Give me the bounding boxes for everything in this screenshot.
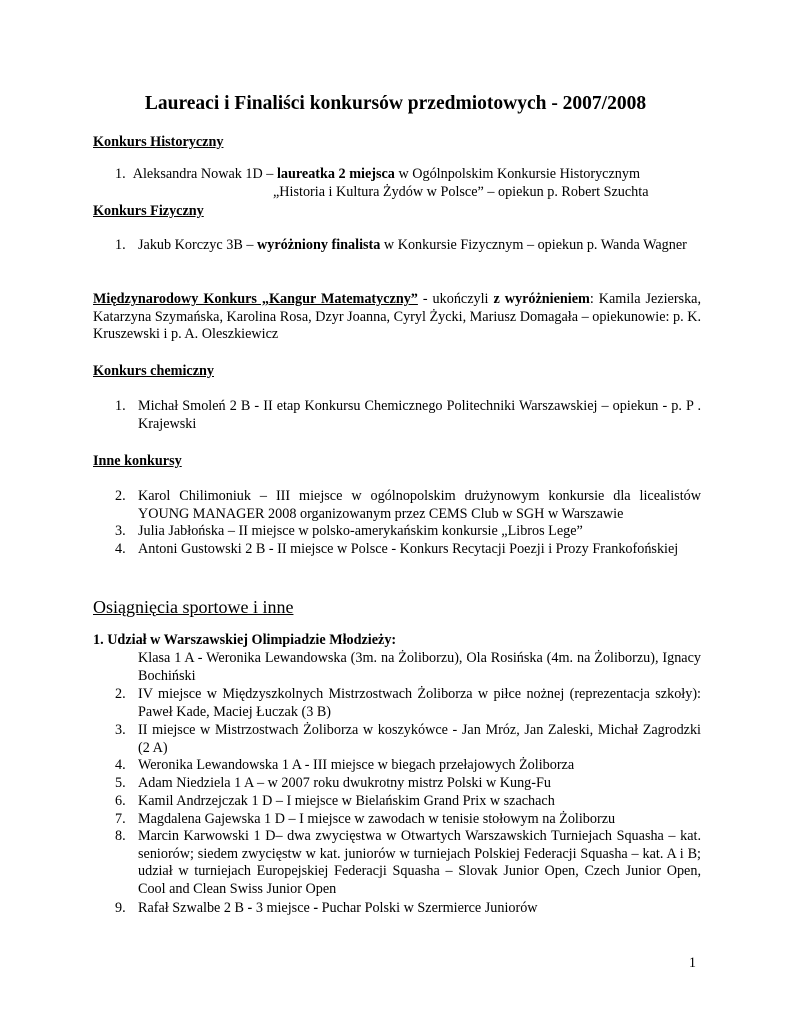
list-item	[115, 757, 701, 775]
paragraph-text: - ukończyli	[417, 291, 494, 307]
item-text-part: Rafał Szwalbe 2 B	[138, 900, 248, 916]
list-number: 6.	[115, 793, 126, 809]
list-number: 1.	[115, 166, 126, 182]
dash: -	[247, 900, 253, 916]
item-text: Karol Chilimoniuk – III miejsce w ogólnopolskim drużynowym konkursie dla licealistów YOUNG MANAGER 2008 organizowanym przez CEMS Club w SGH w Warszawie	[138, 488, 701, 522]
list-item	[115, 900, 701, 918]
list-number: 2.	[115, 488, 126, 504]
list-item	[115, 793, 701, 811]
list-number: 2.	[115, 686, 126, 702]
item-text-part: Jakub Korczyc 3B –	[138, 237, 257, 253]
item-text-part: Puchar Polski w Szermierce Juniorów	[318, 900, 538, 916]
section-heading-kangur: Międzynarodowy Konkurs „Kangur Matematyczny”	[93, 291, 418, 307]
list-item	[115, 523, 701, 541]
list-item	[115, 811, 701, 829]
list-number: 3.	[115, 523, 126, 539]
award-text: laureatka 2 miejsca	[276, 166, 395, 182]
item-text: Magdalena Gajewska 1 D – I miejsce w zawodach w tenisie stołowym na Żoliborzu	[138, 811, 616, 827]
award-text: wyróżniony finalista	[257, 237, 381, 253]
list-number: 5.	[115, 775, 126, 791]
fizyczny-item	[115, 237, 701, 255]
item-text: IV miejsce w Międzyszkolnych Mistrzostwach Żoliborza w piłce nożnej (reprezentacja szkoły): Paweł Kade, Maciej Łuczak (3 B)	[138, 686, 701, 720]
item-text-part: 3 miejsce	[252, 900, 314, 916]
item-text	[138, 237, 701, 255]
item-text	[138, 900, 701, 918]
section-heading-inne: Inne konkursy	[93, 453, 182, 469]
list-item	[115, 775, 701, 793]
chemiczny-item	[115, 398, 701, 433]
list-number: 4.	[115, 541, 126, 557]
kangur-paragraph	[93, 291, 701, 344]
item-text: w Ogólnpolskim Konkursie Historycznym	[394, 166, 640, 182]
item-text: Julia Jabłońska – II miejsce w polsko-amerykańskim konkursie „Libros Lege”	[138, 523, 583, 539]
item-text: II miejsce w Mistrzostwach Żoliborza w koszykówce - Jan Mróz, Jan Zaleski, Michał Zagrodzki (2 A)	[138, 722, 701, 756]
item-text: Aleksandra Nowak 1D –	[132, 166, 277, 182]
sport-sub-heading: 1. Udział w Warszawskiej Olimpiadzie Młodzieży:	[93, 632, 397, 648]
list-number: 9.	[115, 900, 126, 916]
paragraph-text: : Kamila Jezierska, Katarzyna Szymańska, Karolina Rosa, Dzyr Joanna, Cyryl Życki, Mariusz Domagała – opiekunowie: p. K. Kruszewski i p. A. Oleszkiewicz	[93, 291, 702, 342]
list-number: 3.	[115, 722, 126, 738]
sport-intro: Klasa 1 A - Weronika Lewandowska (3m. na Żoliborzu), Ola Rosińska (4m. na Żoliborzu), Ignacy Bochiński	[138, 650, 701, 684]
page-number: 1	[688, 954, 696, 971]
list-number: 1.	[115, 237, 126, 253]
list-number: 7.	[115, 811, 126, 827]
historyczny-item-line2: „Historia i Kultura Żydów w Polsce” – opiekun p. Robert Szuchta	[273, 184, 649, 200]
section-heading-sport: Osiągnięcia sportowe i inne	[93, 597, 294, 617]
list-number: 4.	[115, 757, 126, 773]
list-item	[115, 686, 701, 721]
list-item	[115, 541, 701, 559]
list-number: 1.	[115, 398, 126, 414]
section-heading-chemiczny: Konkurs chemiczny	[93, 363, 214, 379]
list-item	[115, 722, 701, 757]
list-item	[115, 488, 701, 523]
item-text-part: w Konkursie Fizycznym – opiekun p. Wanda Wagner	[380, 237, 687, 253]
award-text: z wyróżnieniem	[493, 291, 590, 307]
item-text: Weronika Lewandowska 1 A - III miejsce w biegach przełajowych Żoliborza	[138, 757, 575, 773]
item-text: Michał Smoleń 2 B - II etap Konkursu Chemicznego Politechniki Warszawskiej – opiekun - p. P . Krajewski	[138, 398, 701, 432]
list-number: 8.	[115, 828, 126, 844]
historyczny-item-line1	[115, 166, 640, 184]
page-title: Laureaci i Finaliści konkursów przedmiotowych - 2007/2008	[144, 93, 647, 114]
section-heading-fizyczny: Konkurs Fizyczny	[93, 203, 204, 219]
item-text: Kamil Andrzejczak 1 D – I miejsce w Bielańskim Grand Prix w szachach	[138, 793, 555, 809]
item-text: Antoni Gustowski 2 B - II miejsce w Polsce - Konkurs Recytacji Poezji i Prozy Frankofońskiej	[138, 541, 679, 557]
list-item	[115, 828, 701, 898]
item-text: Marcin Karwowski 1 D– dwa zwycięstwa w Otwartych Warszawskich Turniejach Squasha – kat. seniorów; siedem zwycięstw w kat. juniorów w turniejach Polskiej Federacji Squasha – kat. A i B; udział w turniejach Europejskiej Federacji Squasha – Slovak Junior Open, Czech Junior Open, Cool and Clean Swiss Junior Open	[138, 828, 701, 897]
dash: -	[313, 900, 319, 916]
item-text: Adam Niedziela 1 A – w 2007 roku dwukrotny mistrz Polski w Kung-Fu	[138, 775, 551, 791]
section-heading-historyczny: Konkurs Historyczny	[93, 134, 224, 150]
